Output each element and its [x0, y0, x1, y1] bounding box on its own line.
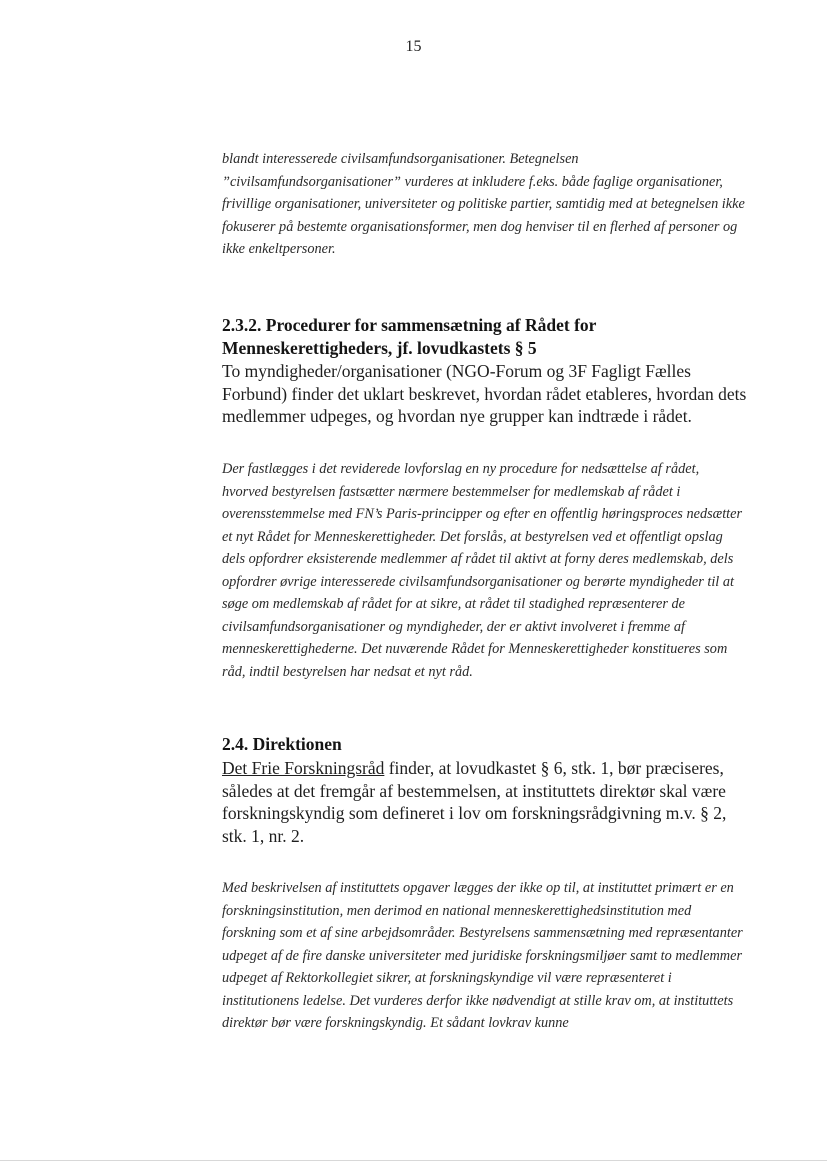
quote-2-4: Med beskrivelsen af instituttets opgaver lægges der ikke op til, at instituttet primært er en forskningsinstitution, men derimod en national menneskerettighedsinstitution med forskning som et af sine arbejdsområder. Bestyrelsens sammensætning med repræsentanter udpeget af de fire danske universiteter med juridiske forskningsmiljøer samt to medlemmer udpeget af Rektorkollegiet sikrer, at forskningskyndige vil være repræsenteret i institutionens ledelse. Det vurderes derfor ikke nødvendigt at stille krav om, at instituttets direktør bør være forskningskyndig. Et sådant lovkrav kunne: [222, 880, 743, 1031]
quote-2-3-2: Der fastlægges i det reviderede lovforslag en ny procedure for nedsættelse af rådet, hvorved bestyrelsen fastsætter nærmere bestemmelser for medlemskab af rådet i overensstemmelse med FN’s Paris-principper og efter en offentlig høringsproces nedsætter et nyt Rådet for Menneskerettigheder. Det forslås, at bestyrelsen ved et offentligt opslag dels opfordrer eksisterende medlemmer af rådet til aktivt at forny deres medlemskab, dels opfordrer øvrige interesserede civilsamfundsorganisationer og berørte myndigheder til at søge om medlemskab af rådet for at sikre, at rådet til stadighed repræsenterer de civilsamfundsorganisationer og myndigheder, der er aktivt involveret i fremme af menneskerettighederne. Det nuværende Rådet for Menneskerettigheder konstitueres som råd, indtil bestyrelsen har nedsat et nyt råd.: [222, 461, 743, 680]
page-bottom-divider: [0, 1160, 827, 1161]
paragraph-2-4-text: finder, at lovudkastet § 6, stk. 1, bør præciseres, således at det fremgår af bestemmelsen, at instituttets direktør skal være forskningskyndig som defineret i lov om forskningsrådgivning m.v. § 2, stk. 1, nr. 2.: [222, 758, 727, 846]
organisation-name-link: Det Frie Forskningsråd: [222, 758, 385, 778]
heading-2-4: 2.4. Direktionen: [222, 734, 342, 754]
heading-2-3-2: 2.3.2. Procedurer for sammensætning af Rådet for Menneskerettigheders, jf. lovudkastets § 5: [222, 315, 597, 358]
quote-civilsamfund: blandt interesserede civilsamfundsorganisationer. Betegnelsen ”civilsamfundsorganisationer” vurderes at inkludere f.eks. både faglige organisationer, frivillige organisationer, universiteter og politiske partier, samtidig med at betegnelsen ikke fokuserer på bestemte organisationsformer, men dog henviser til en flerhed af personer og ikke enkeltpersoner.: [222, 151, 745, 257]
paragraph-2-4: [222, 757, 747, 847]
paragraph-2-3-2: To myndigheder/organisationer (NGO-Forum og 3F Fagligt Fælles Forbund) finder det uklart beskrevet, hvordan rådet etableres, hvordan dets medlemmer udpeges, og hvordan nye grupper kan indtræde i rådet.: [222, 361, 747, 426]
page-number: 15: [405, 38, 422, 55]
